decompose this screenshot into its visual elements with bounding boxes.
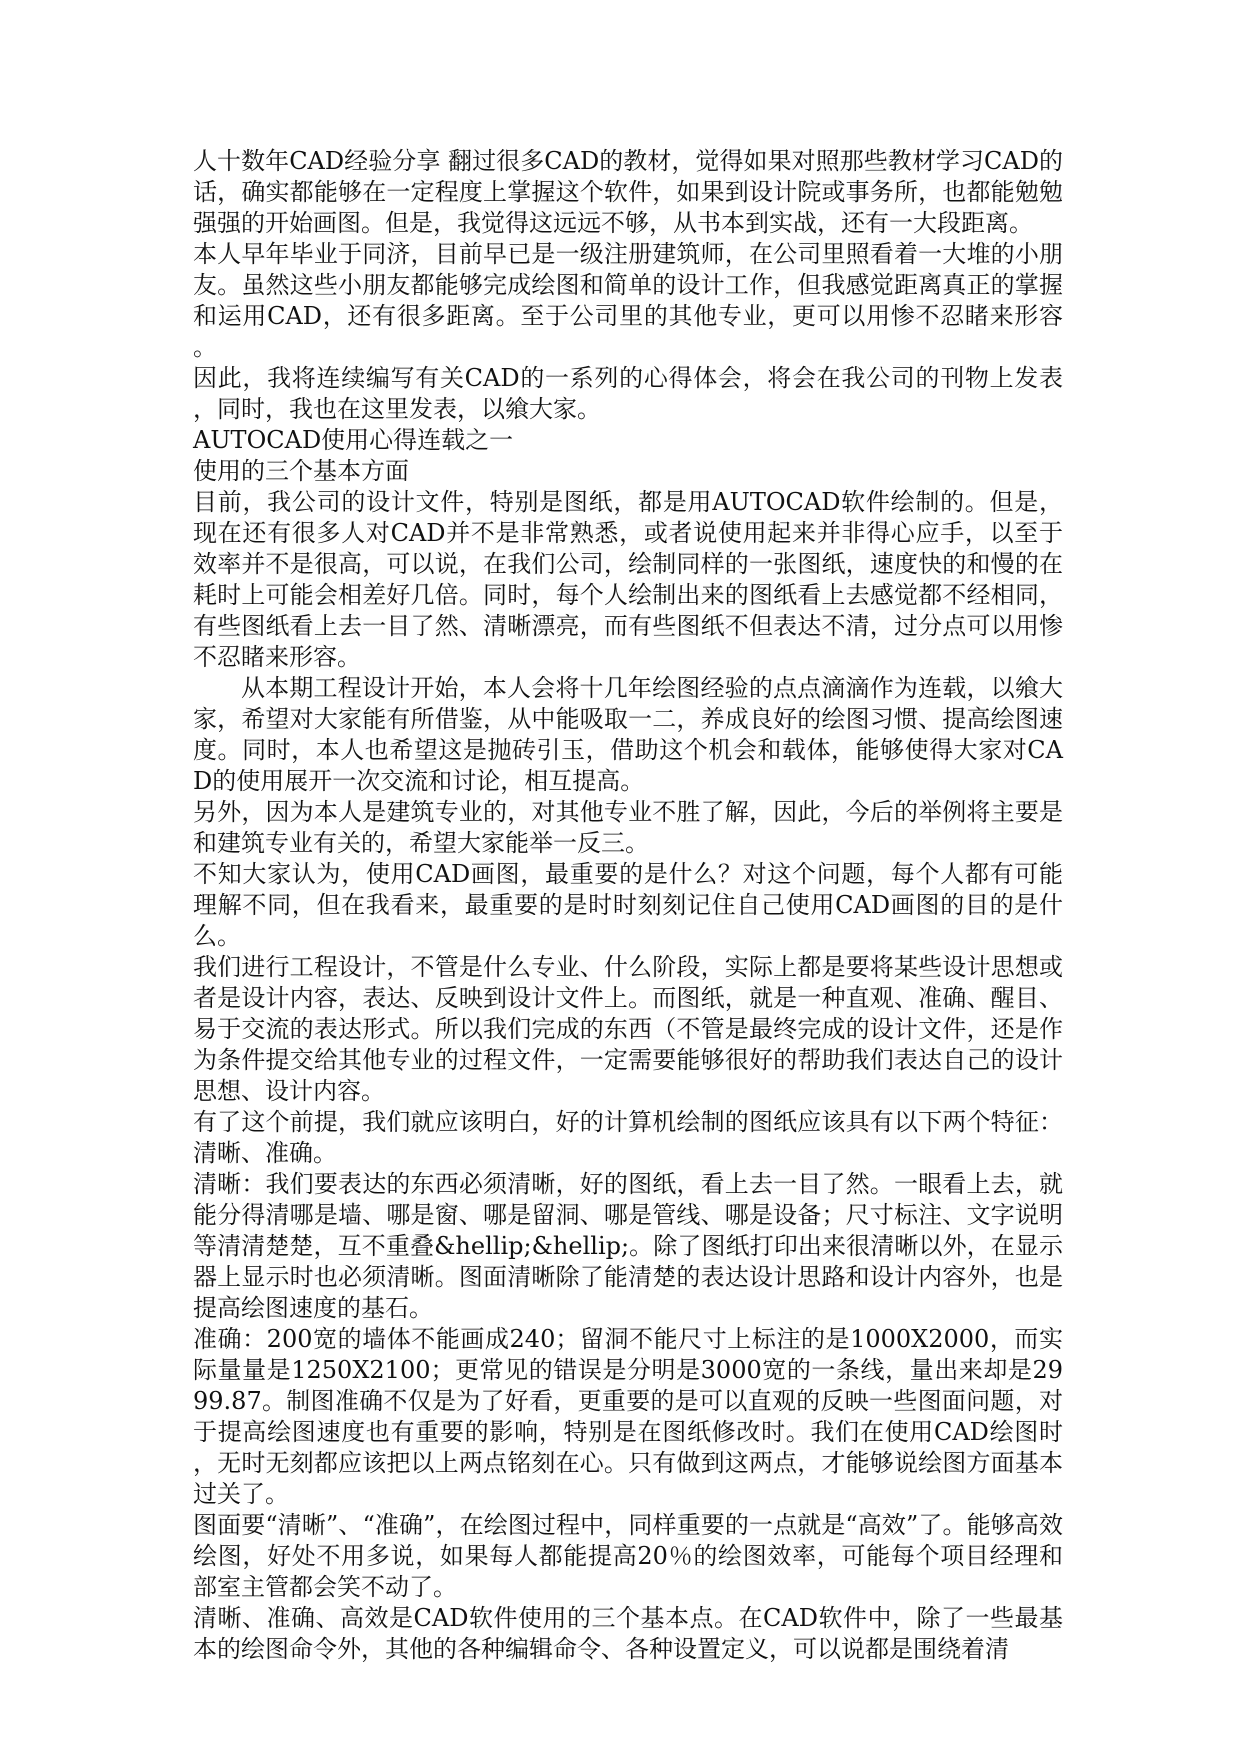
section-title: 使用的三个基本方面 <box>193 457 409 485</box>
accuracy-paragraph: 准确：200宽的墙体不能画成240；留洞不能尺寸上标注的是1000X2000，而实际量量是1250X2100；更常见的错误是分明是3000宽的一条线，量出来却是2999.87。制图准确不仅是为了好看，更重要的是可以直观的反映一些图面问题，对于提高绘图速度也有重要的影响，特别是在图纸修改时。我们在使用CAD绘图时，无时无刻都应该把以上两点铭刻在心。只有做到这两点，才能够说绘图方面基本过关了。 <box>193 1325 1063 1508</box>
three-points-paragraph: 清晰、准确、高效是CAD软件使用的三个基本点。在CAD软件中，除了一些最基本的绘图命令外，其他的各种编辑命令、各种设置定义，可以说都是围绕着清 <box>193 1604 1063 1663</box>
intro-paragraph: 人十数年CAD经验分享 翻过很多CAD的教材，觉得如果对照那些教材学习CAD的话，确实都能够在一定程度上掌握这个软件，如果到设计院或事务所，也都能勉勉强强的开始画图。但是，我觉得这远远不够，从书本到实战，还有一大段距离。 <box>193 147 1063 237</box>
series-purpose-paragraph: 从本期工程设计开始，本人会将十几年绘图经验的点点滴滴作为连载，以飨大家，希望对大家能有所借鉴，从中能吸取一二，养成良好的绘图习惯、提高绘图速度。同时，本人也希望这是抛砖引玉，借助这个机会和载体，能够使得大家对CAD的使用展开一次交流和讨论，相互提高。 <box>193 674 1063 795</box>
series-announcement-paragraph: 因此，我将连续编写有关CAD的一系列的心得体会，将会在我公司的刊物上发表，同时，我也在这里发表，以飨大家。 <box>193 364 1063 423</box>
design-purpose-paragraph: 我们进行工程设计，不管是什么专业、什么阶段，实际上都是要将某些设计思想或者是设计内容，表达、反映到设计文件上。而图纸，就是一种直观、准确、醒目、易于交流的表达形式。所以我们完成的东西（不管是最终完成的设计文件，还是作为条件提交给其他专业的过程文件，一定需要能够很好的帮助我们表达自己的设计思想、设计内容。 <box>193 953 1063 1105</box>
scope-note-paragraph: 另外，因为本人是建筑专业的，对其他专业不胜了解，因此，今后的举例将主要是和建筑专业有关的，希望大家能举一反三。 <box>193 798 1063 857</box>
key-question-paragraph: 不知大家认为，使用CAD画图，最重要的是什么？对这个问题，每个人都有可能理解不同，但在我看来，最重要的是时时刻刻记住自己使用CAD画图的目的是什么。 <box>193 860 1063 950</box>
author-background-paragraph: 本人早年毕业于同济，目前早已是一级注册建筑师，在公司里照看着一大堆的小朋友。虽然这些小朋友都能够完成绘图和简单的设计工作，但我感觉距离真正的掌握和运用CAD，还有很多距离。至于公司里的其他专业，更可以用惨不忍睹来形容。 <box>193 240 1063 361</box>
current-situation-paragraph: 目前，我公司的设计文件，特别是图纸，都是用AUTOCAD软件绘制的。但是，现在还有很多人对CAD并不是非常熟悉，或者说使用起来并非得心应手，以至于效率并不是很高，可以说，在我们公司，绘制同样的一张图纸，速度快的和慢的在耗时上可能会相差好几倍。同时，每个人绘制出来的图纸看上去感觉都不经相同，有些图纸看上去一目了然、清晰漂亮，而有些图纸不但表达不清，过分点可以用惨不忍睹来形容。 <box>193 488 1063 671</box>
series-title: AUTOCAD使用心得连载之一 <box>193 426 514 454</box>
clarity-paragraph: 清晰：我们要表达的东西必须清晰，好的图纸，看上去一目了然。一眼看上去，就能分得清哪是墙、哪是窗、哪是留洞、哪是管线、哪是设备；尺寸标注、文字说明等清清楚楚，互不重叠&hellip;&hellip;。除了图纸打印出来很清晰以外，在显示器上显示时也必须清晰。图面清晰除了能清楚的表达设计思路和设计内容外，也是提高绘图速度的基石。 <box>193 1170 1063 1322</box>
document-body <box>193 146 1063 1665</box>
two-features-paragraph: 有了这个前提，我们就应该明白，好的计算机绘制的图纸应该具有以下两个特征：清晰、准确。 <box>193 1108 1063 1167</box>
efficiency-paragraph: 图面要“清晰”、“准确”，在绘图过程中，同样重要的一点就是“高效”了。能够高效绘图，好处不用多说，如果每人都能提高20％的绘图效率，可能每个项目经理和部室主管都会笑不动了。 <box>193 1511 1063 1601</box>
